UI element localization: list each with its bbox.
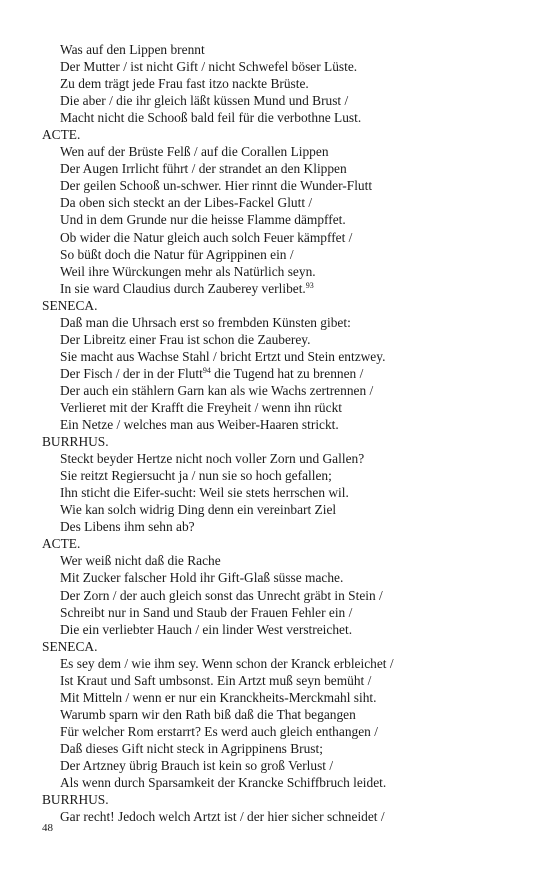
verse-line bbox=[42, 194, 512, 211]
line-text: Als wenn durch Sparsamkeit der Krancke Schiffbruch leidet. bbox=[60, 775, 387, 791]
verse-line bbox=[42, 552, 512, 569]
drama-text bbox=[42, 41, 512, 825]
speaker-name bbox=[42, 297, 512, 314]
line-text: Und in dem Grunde nur die heisse Flamme dämpffet. bbox=[60, 212, 346, 228]
line-text: Gar recht! Jedoch welch Artzt ist / der hier sicher schneidet / bbox=[60, 809, 385, 825]
line-text: Steckt beyder Hertze nicht noch voller Zorn und Gallen? bbox=[60, 451, 365, 467]
line-text: Der geilen Schooß un-schwer. Hier rinnt die Wunder-Flutt bbox=[60, 178, 373, 194]
verse-line bbox=[42, 757, 512, 774]
line-text: Weil ihre Würckungen mehr als Natürlich seyn. bbox=[60, 263, 316, 279]
line-text: Daß man die Uhrsach erst so frembden Künsten gibet: bbox=[60, 314, 351, 330]
line-text: Wen auf der Brüste Felß / auf die Corallen Lippen bbox=[60, 144, 329, 160]
line-text: Wie kan solch widrig Ding denn ein vereinbart Ziel bbox=[60, 502, 337, 518]
speaker-name bbox=[42, 126, 512, 143]
line-text: So büßt doch die Natur für Agrippinen ein / bbox=[60, 246, 294, 262]
line-text: BURRHUS. bbox=[42, 792, 109, 808]
speaker-name bbox=[42, 535, 512, 552]
line-text: Der Augen Irrlicht führt / der strandet an den Klippen bbox=[60, 161, 347, 177]
line-text: Sie macht aus Wachse Stahl / bricht Ertzt und Stein entzwey. bbox=[60, 348, 386, 364]
line-text: Der Artzney übrig Brauch ist kein so groß Verlust / bbox=[60, 757, 334, 773]
verse-line bbox=[42, 143, 512, 160]
verse-line bbox=[42, 587, 512, 604]
line-text: Die ein verliebter Hauch / ein linder West verstreichet. bbox=[60, 621, 353, 637]
line-text: Daß dieses Gift nicht steck in Agrippinens Brust; bbox=[60, 740, 323, 756]
line-text: Schreibt nur in Sand und Staub der Frauen Fehler ein / bbox=[60, 604, 353, 620]
line-text: Für welcher Rom erstarrt? Es werd auch gleich enthangen / bbox=[60, 723, 378, 739]
line-text: Ist Kraut und Saft umbsonst. Ein Artzt muß seyn bemüht / bbox=[60, 672, 372, 688]
verse-line bbox=[42, 160, 512, 177]
verse-line bbox=[42, 621, 512, 638]
verse-line bbox=[42, 569, 512, 586]
line-text: Macht nicht die Schooß bald feil für die verbothne Lust. bbox=[60, 110, 362, 126]
verse-line bbox=[42, 808, 512, 825]
verse-line bbox=[42, 723, 512, 740]
verse-line bbox=[42, 740, 512, 757]
speaker-name bbox=[42, 638, 512, 655]
verse-line bbox=[42, 501, 512, 518]
line-text: Zu dem trägt jede Frau fast itzo nackte Brüste. bbox=[60, 76, 309, 92]
line-text: SENECA. bbox=[42, 297, 98, 313]
verse-line bbox=[42, 109, 512, 126]
verse-line bbox=[42, 348, 512, 365]
line-text: Der Fisch / der in der Flutt bbox=[60, 365, 203, 381]
verse-line bbox=[42, 177, 512, 194]
line-text: BURRHUS. bbox=[42, 434, 109, 450]
verse-line bbox=[42, 246, 512, 263]
verse-line bbox=[42, 314, 512, 331]
line-text: Der Mutter / ist nicht Gift / nicht Schwefel böser Lüste. bbox=[60, 59, 358, 75]
verse-line bbox=[42, 399, 512, 416]
speaker-name bbox=[42, 791, 512, 808]
line-text: ACTE. bbox=[42, 127, 81, 143]
line-text-continued: die Tugend hat zu brennen / bbox=[210, 365, 364, 381]
line-text: Ob wider die Natur gleich auch solch Feuer kämpffet / bbox=[60, 229, 353, 245]
line-text: Verlieret mit der Krafft die Freyheit / wenn ihn rückt bbox=[60, 399, 342, 415]
verse-line bbox=[42, 211, 512, 228]
verse-line bbox=[42, 467, 512, 484]
speaker-name bbox=[42, 433, 512, 450]
verse-line bbox=[42, 331, 512, 348]
line-text: Der Libreitz einer Frau ist schon die Zauberey. bbox=[60, 331, 311, 347]
footnote-marker: 93 bbox=[305, 280, 314, 290]
verse-line bbox=[42, 689, 512, 706]
line-text: Ein Netze / welches man aus Weiber-Haaren strickt. bbox=[60, 417, 339, 433]
line-text: Mit Mitteln / wenn er nur ein Kranckheits-Merckmahl siht. bbox=[60, 689, 377, 705]
verse-line bbox=[42, 450, 512, 467]
verse-line bbox=[42, 655, 512, 672]
line-text: ACTE. bbox=[42, 536, 81, 552]
verse-line bbox=[42, 229, 512, 246]
verse-line bbox=[42, 92, 512, 109]
line-text: Da oben sich steckt an der Libes-Fackel Glutt / bbox=[60, 195, 313, 211]
line-text: Des Libens ihm sehn ab? bbox=[60, 519, 195, 535]
verse-line bbox=[42, 75, 512, 92]
line-text: Was auf den Lippen brennt bbox=[60, 42, 205, 57]
verse-line bbox=[42, 518, 512, 535]
verse-line bbox=[42, 774, 512, 791]
page-number: 48 bbox=[42, 822, 53, 834]
line-text: Ihn sticht die Eifer-sucht: Weil sie stets herrschen wil. bbox=[60, 485, 349, 501]
line-text: Die aber / die ihr gleich läßt küssen Mund und Brust / bbox=[60, 93, 349, 109]
line-text: Der Zorn / der auch gleich sonst das Unrecht gräbt in Stein / bbox=[60, 587, 383, 603]
verse-line bbox=[42, 672, 512, 689]
line-text: Wer weiß nicht daß die Rache bbox=[60, 553, 221, 569]
verse-line bbox=[42, 416, 512, 433]
verse-line bbox=[42, 58, 512, 75]
line-text: Sie reitzt Regiersucht ja / nun sie so hoch gefallen; bbox=[60, 468, 332, 484]
verse-line bbox=[42, 382, 512, 399]
verse-line bbox=[42, 484, 512, 501]
line-text: Es sey dem / wie ihm sey. Wenn schon der Kranck erbleichet / bbox=[60, 655, 394, 671]
verse-line bbox=[42, 263, 512, 280]
verse-line bbox=[42, 365, 512, 382]
verse-line bbox=[42, 280, 512, 297]
verse-line bbox=[42, 706, 512, 723]
verse-line bbox=[42, 41, 512, 58]
verse-line bbox=[42, 604, 512, 621]
line-text: Warumb sparn wir den Rath biß daß die That begangen bbox=[60, 706, 356, 722]
line-text: Der auch ein stählern Garn kan als wie Wachs zertrennen / bbox=[60, 382, 374, 398]
line-text: SENECA. bbox=[42, 638, 98, 654]
line-text: Mit Zucker falscher Hold ihr Gift-Glaß süsse mache. bbox=[60, 570, 344, 586]
line-text: In sie ward Claudius durch Zauberey verlibet. bbox=[60, 280, 306, 296]
footnote-marker: 94 bbox=[202, 365, 211, 375]
